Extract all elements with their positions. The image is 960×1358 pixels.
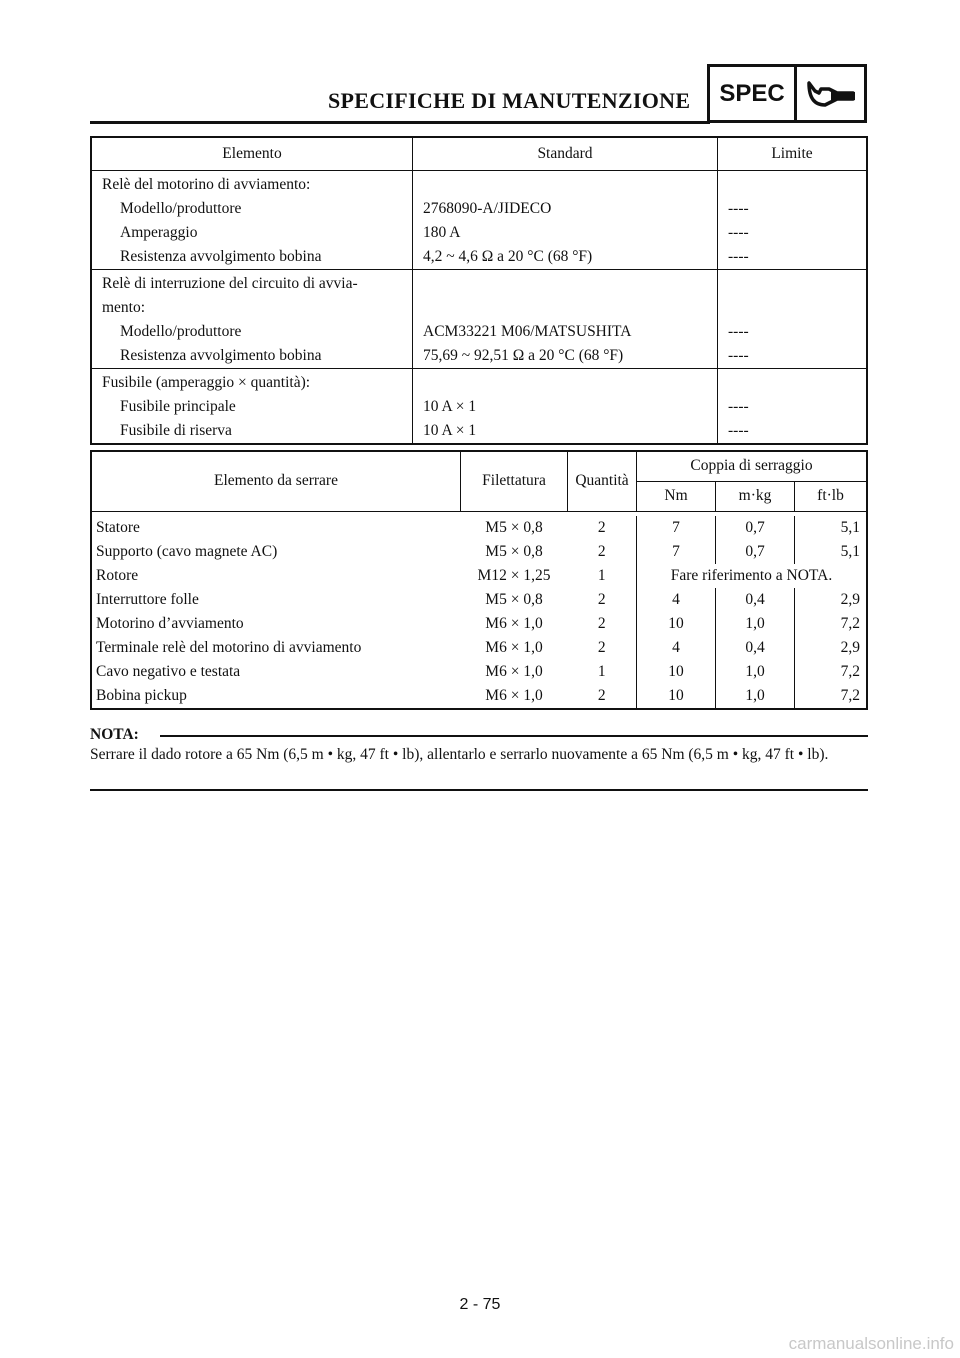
torque-thread: M5 × 0,8 <box>485 542 543 560</box>
table-row <box>91 540 867 564</box>
torque-qty: 2 <box>568 540 637 564</box>
torque-thread: M12 × 1,25 <box>477 566 551 584</box>
watermark: carmanualsonline.info <box>788 1334 954 1353</box>
torque-nm: 4 <box>637 636 716 660</box>
col-header-nm: Nm <box>637 481 716 511</box>
spec-limit: ---- <box>718 344 868 369</box>
wrench-icon <box>797 67 864 120</box>
torque-qty: 2 <box>568 588 637 612</box>
torque-qty: 2 <box>568 636 637 660</box>
torque-thread: M6 × 1,0 <box>485 614 543 632</box>
spec-label: Fusibile di riserva <box>91 419 413 444</box>
table-row <box>91 516 867 540</box>
torque-ftlb: 5,1 <box>840 518 860 536</box>
spec-limit: ---- <box>728 422 749 439</box>
torque-thread: M6 × 1,0 <box>485 686 543 704</box>
torque-item: Statore <box>96 518 140 536</box>
torque-qty: 2 <box>568 684 637 709</box>
torque-nm: 10 <box>637 684 716 709</box>
page-number: 2 - 75 <box>459 1296 501 1313</box>
spec-standard: 75,69 ~ 92,51 Ω a 20 °C (68 °F) <box>413 344 718 369</box>
note-label: NOTA: <box>90 726 139 743</box>
torque-ftlb: 2,9 <box>840 590 860 608</box>
torque-mkg: 0,4 <box>716 636 795 660</box>
table-row <box>91 636 867 660</box>
col-header-mkg: m·kg <box>716 481 795 511</box>
spec-standard: ACM33221 M06/MATSUSHITA <box>413 320 718 344</box>
table-row <box>91 684 867 709</box>
torque-thread: M5 × 0,8 <box>485 590 543 608</box>
torque-item: Bobina pickup <box>96 686 187 704</box>
torque-ftlb: 5,1 <box>840 542 860 560</box>
spec-badge <box>707 64 867 123</box>
spec-label: Modello/produttore <box>91 197 413 221</box>
table-row <box>91 564 867 588</box>
torque-item: Cavo negativo e testata <box>96 662 241 680</box>
torque-item: Terminale relè del motorino di avviamento <box>96 638 362 656</box>
spec-badge-text: SPEC <box>710 67 797 120</box>
col-header-item: Elemento da serrare <box>91 451 461 511</box>
torque-item: Supporto (cavo magnete AC) <box>96 542 278 560</box>
torque-nm: 4 <box>637 588 716 612</box>
col-header-torque: Coppia di serraggio <box>637 451 868 481</box>
torque-nm: 7 <box>637 516 716 540</box>
torque-qty: 1 <box>568 660 637 684</box>
torque-thread: M5 × 0,8 <box>485 518 543 536</box>
note-bottom-rule <box>90 789 868 791</box>
torque-ftlb: 7,2 <box>840 662 860 680</box>
spec-standard: 4,2 ~ 4,6 Ω a 20 °C (68 °F) <box>413 245 718 270</box>
torque-qty: 2 <box>568 516 637 540</box>
col-header-elemento: Elemento <box>91 137 413 171</box>
spec-standard: 2768090-A/JIDECO <box>413 197 718 221</box>
torque-thread: M6 × 1,0 <box>485 662 543 680</box>
torque-qty: 1 <box>568 564 637 588</box>
spec-label: Fusibile principale <box>91 395 413 419</box>
torque-item: Motorino d’avviamento <box>96 614 244 632</box>
torque-item: Interruttore folle <box>96 590 199 608</box>
spec-limit: ---- <box>728 323 749 340</box>
torque-item: Rotore <box>96 566 139 584</box>
col-header-ftlb: ft·lb <box>795 481 868 511</box>
spec-standard: 10 A × 1 <box>413 419 718 444</box>
spec-table <box>90 136 868 445</box>
torque-thread: M6 × 1,0 <box>485 638 543 656</box>
spec-label: Resistenza avvolgimento bobina <box>91 344 413 369</box>
group-title: Fusibile (amperaggio × quantità): <box>91 369 413 396</box>
col-header-qty: Quantità <box>568 451 637 511</box>
torque-see-note: Fare riferimento a NOTA. <box>670 566 833 584</box>
torque-table <box>90 450 868 710</box>
torque-mkg: 0,7 <box>716 516 795 540</box>
note-rule <box>160 735 868 737</box>
note-text: Serrare il dado rotore a 65 Nm (6,5 m • kg, 47 ft • lb), allentarlo e serrarlo nuovamente a 65 Nm (6,5 m • kg, 47 ft • lb). <box>90 746 829 763</box>
torque-mkg: 1,0 <box>716 660 795 684</box>
group-title: Relè del motorino di avviamento: <box>91 171 413 198</box>
spec-standard: 180 A <box>413 221 718 245</box>
torque-nm: 10 <box>637 612 716 636</box>
table-row <box>91 612 867 636</box>
torque-mkg: 0,7 <box>716 540 795 564</box>
spec-label: Modello/produttore <box>91 320 413 344</box>
table-row <box>91 660 867 684</box>
torque-ftlb: 2,9 <box>840 638 860 656</box>
spec-label: Resistenza avvolgimento bobina <box>91 245 413 270</box>
group-title-cont: mento: <box>91 296 413 320</box>
torque-ftlb: 7,2 <box>840 686 860 704</box>
torque-ftlb: 7,2 <box>840 614 860 632</box>
spec-limit: ---- <box>728 224 749 241</box>
header-rule <box>90 121 710 124</box>
spec-limit: ---- <box>718 245 868 270</box>
spec-standard: 10 A × 1 <box>413 395 718 419</box>
table-row <box>91 588 867 612</box>
spec-label: Amperaggio <box>91 221 413 245</box>
page-title: SPECIFICHE DI MANUTENZIONE <box>328 88 691 113</box>
col-header-thread: Filettatura <box>461 451 568 511</box>
spec-limit: ---- <box>728 398 749 415</box>
col-header-standard: Standard <box>413 137 718 171</box>
spec-limit: ---- <box>728 200 749 217</box>
torque-mkg: 0,4 <box>716 588 795 612</box>
torque-mkg: 1,0 <box>716 684 795 709</box>
torque-nm: 7 <box>637 540 716 564</box>
torque-nm: 10 <box>637 660 716 684</box>
torque-mkg: 1,0 <box>716 612 795 636</box>
col-header-limite: Limite <box>718 137 868 171</box>
group-title: Relè di interruzione del circuito di avvia- <box>91 270 413 297</box>
torque-qty: 2 <box>568 612 637 636</box>
